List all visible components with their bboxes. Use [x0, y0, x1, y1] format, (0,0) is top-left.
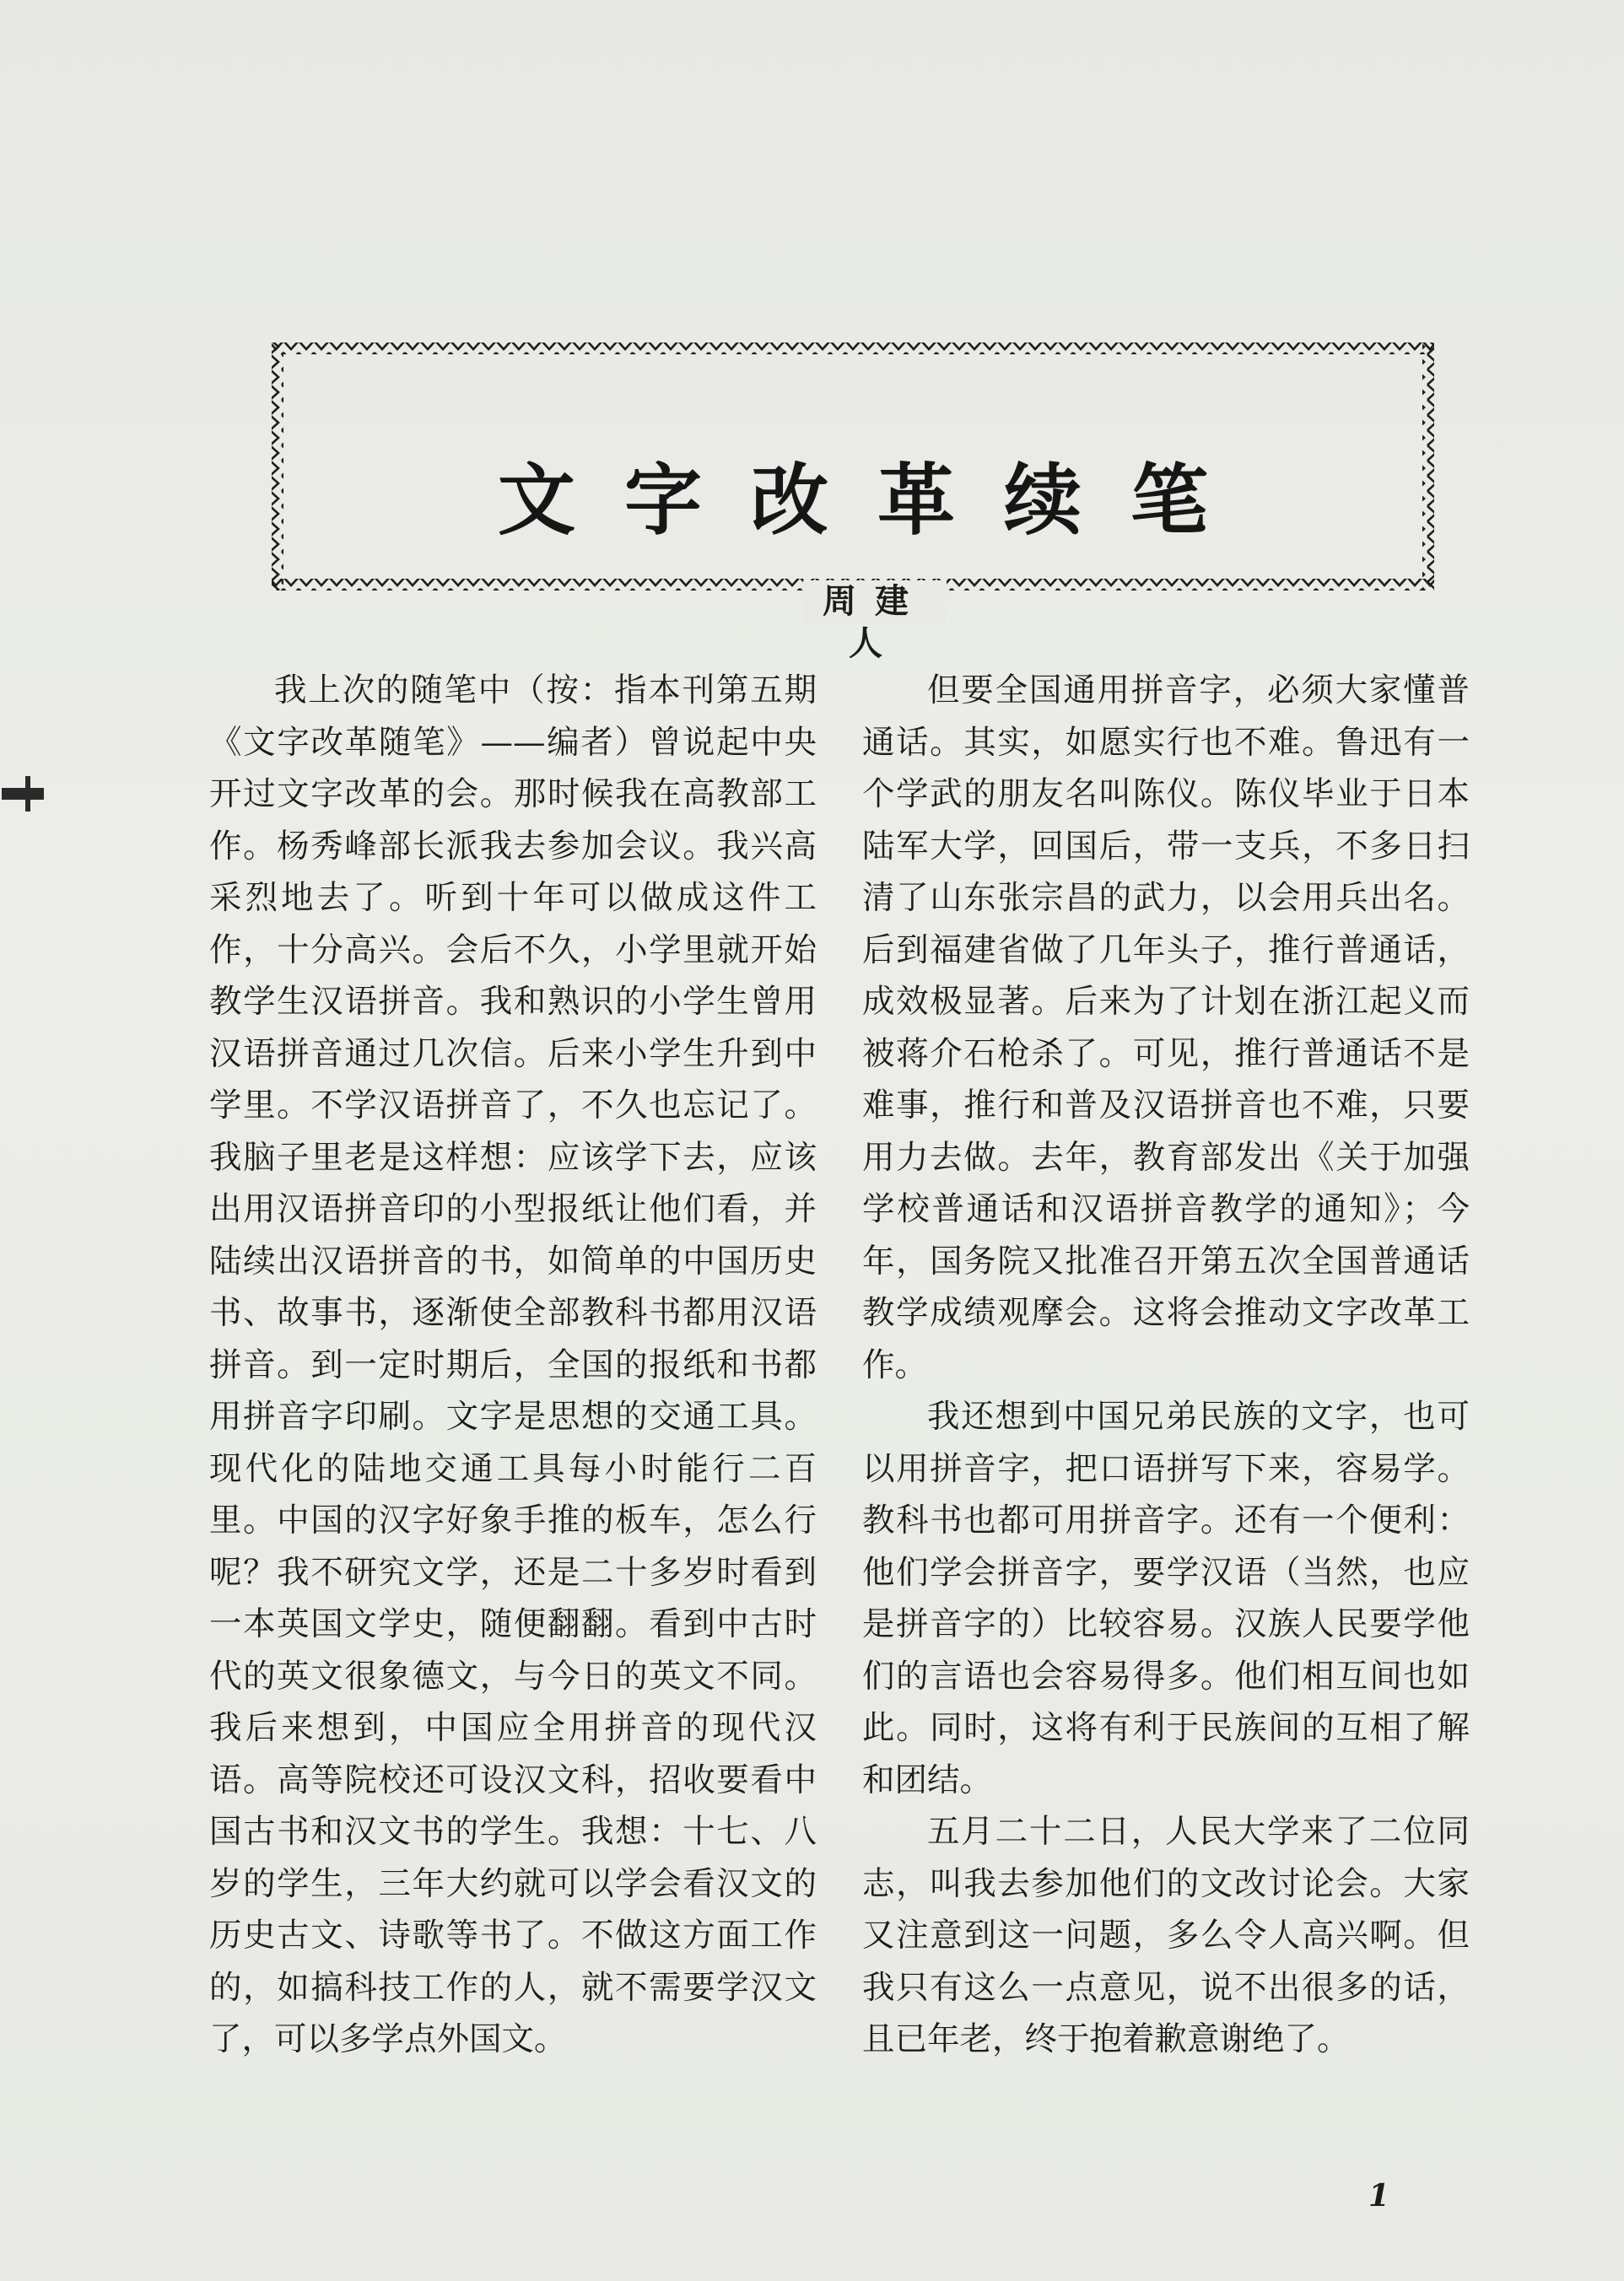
left-column: [209, 665, 817, 2066]
paragraph: 我上次的随笔中（按：指本刊第五期《文字改革随笔》——编者）曾说起中央开过文字改革的会。那时候我在高教部工作。杨秀峰部长派我去参加会议。我兴高采烈地去了。听到十年可以做成这件工作，十分高兴。会后不久，小学里就开始教学生汉语拼音。我和熟识的小学生曾用汉语拼音通过几次信。后来小学生升到中学里。不学汉语拼音了，不久也忘记了。我脑子里老是这样想：应该学下去，应该出用汉语拼音印的小型报纸让他们看，并陆续出汉语拼音的书，如简单的中国历史书、故事书，逐渐使全部教科书都用汉语拼音。到一定时期后，全国的报纸和书都用拼音字印刷。文字是思想的交通工具。现代化的陆地交通工具每小时能行二百里。中国的汉字好象手推的板车，怎么行呢？我不研究文学，还是二十多岁时看到一本英国文学史，随便翻翻。看到中古时代的英文很象德文，与今日的英文不同。我后来想到，中国应全用拼音的现代汉语。高等院校还可设汉文科，招收要看中国古书和汉文书的学生。我想：十七、八岁的学生，三年大约就可以学会看汉文的历史古文、诗歌等书了。不做这方面工作的，如搞科技工作的人，就不需要学汉文了，可以多学点外国文。: [209, 671, 817, 2058]
binding-mark: [2, 788, 44, 800]
paragraph: 我还想到中国兄弟民族的文字，也可以用拼音字，把口语拼写下来，容易学。教科书也都可用拼音字。还有一个便利：他们学会拼音字，要学汉语（当然，也应是拼音字的）比较容易。汉族人民要学他们的言语也会容易得多。他们相互间也如此。同时，这将有利于民族间的互相了解和团结。: [862, 1398, 1470, 1799]
article-author: 周建人: [803, 580, 947, 623]
page-number: 1: [1368, 2178, 1390, 2214]
right-column: [862, 665, 1470, 2066]
article-title: 文字改革续笔: [497, 455, 1257, 546]
paragraph: 五月二十二日，人民大学来了二位同志，叫我去参加他们的文改讨论会。大家又注意到这一问题，多么令人高兴啊。但我只有这么一点意见，说不出很多的话，且已年老，终于抱着歉意谢绝了。: [862, 1813, 1470, 2058]
paragraph: 但要全国通用拼音字，必须大家懂普通话。其实，如愿实行也不难。鲁迅有一个学武的朋友名叫陈仪。陈仪毕业于日本陆军大学，回国后，带一支兵，不多日扫清了山东张宗昌的武力，以会用兵出名。后到福建省做了几年头子，推行普通话，成效极显著。后来为了计划在浙江起义而被蒋介石枪杀了。可见，推行普通话不是难事，推行和普及汉语拼音也不难，只要用力去做。去年，教育部发出《关于加强学校普通话和汉语拼音教学的通知》；今年，国务院又批准召开第五次全国普通话教学成绩观摩会。这将会推动文字改革工作。: [862, 671, 1470, 1384]
title-frame: [268, 339, 1438, 594]
